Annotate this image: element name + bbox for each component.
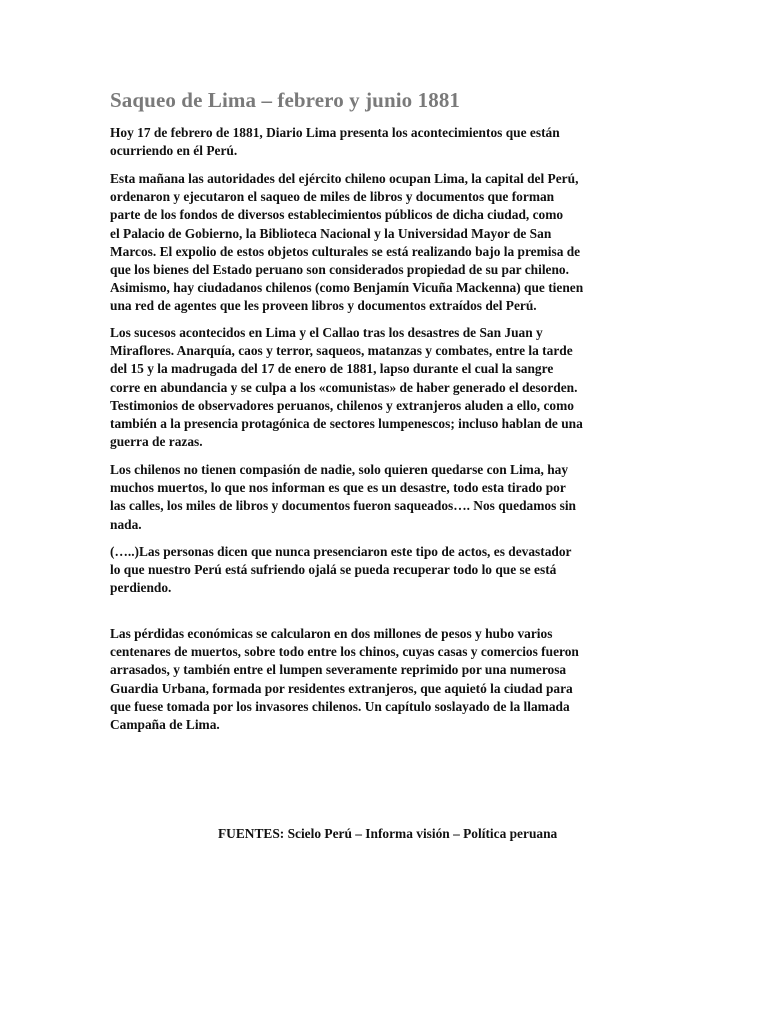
paragraph-losses: Las pérdidas económicas se calcularon en dos millones de pesos y hubo varios centenares de muertos, sobre todo entre los chinos, cuyas casas y comercios fueron arrasados, y también entre el lumpen severamente reprimido por una numerosa Guardia Urbana, formada por residentes extranjeros, que aquietó la ciudad para que fuese tomada por los invasores chilenos. Un capítulo soslayado de la llamada Campaña de Lima.: [110, 626, 579, 733]
paragraph-occupation: Esta mañana las autoridades del ejército chileno ocupan Lima, la capital del Perú, ordenaron y ejecutaron el saqueo de miles de libros y documentos que forman parte de los fondos de diversos establecimientos públicos de dicha ciudad, como el Palacio de Gobierno, la Biblioteca Nacional y la Universidad Mayor de San Marcos. El expolio de estos objetos culturales se está realizando bajo la premisa de que los bienes del Estado peruano son considerados propiedad de su par chileno. Asimismo, hay ciudadanos chilenos (como Benjamín Vicuña Mackenna) que tienen una red de agentes que les proveen libros y documentos extraídos del Perú.: [110, 171, 584, 314]
document-title: Saqueo de Lima – febrero y junio 1881: [110, 88, 461, 112]
paragraph-events: Los sucesos acontecidos en Lima y el Callao tras los desastres de San Juan y Miraflores. Anarquía, caos y terror, saqueos, matanzas y combates, entre la tarde del 15 y la madrugada del 17 de enero de 1881, lapso durante el cual la sangre corre en abundancia y se culpa a los «comunistas» de haber generado el desorden. Testimonios de observadores peruanos, chilenos y extranjeros aluden a ello, como también a la presencia protagónica de sectores lumpenescos; incluso hablan de una guerra de razas.: [110, 325, 583, 450]
sources-line: FUENTES: Scielo Perú – Informa visión – Política peruana: [218, 826, 558, 841]
paragraph-intro: Hoy 17 de febrero de 1881, Diario Lima presenta los acontecimientos que están ocurriendo en él Perú.: [110, 125, 560, 159]
paragraph-testimony: Los chilenos no tienen compasión de nadie, solo quieren quedarse con Lima, hay muchos muertos, lo que nos informan es que es un desastre, todo esta tirado por las calles, los miles de libros y documentos fueron saqueados…. Nos quedamos sin nada.: [110, 462, 577, 532]
paragraph-witnesses: (…..)Las personas dicen que nunca presenciaron este tipo de actos, es devastador lo que nuestro Perú está sufriendo ojalá se pueda recuperar todo lo que se está perdiendo.: [110, 544, 572, 596]
